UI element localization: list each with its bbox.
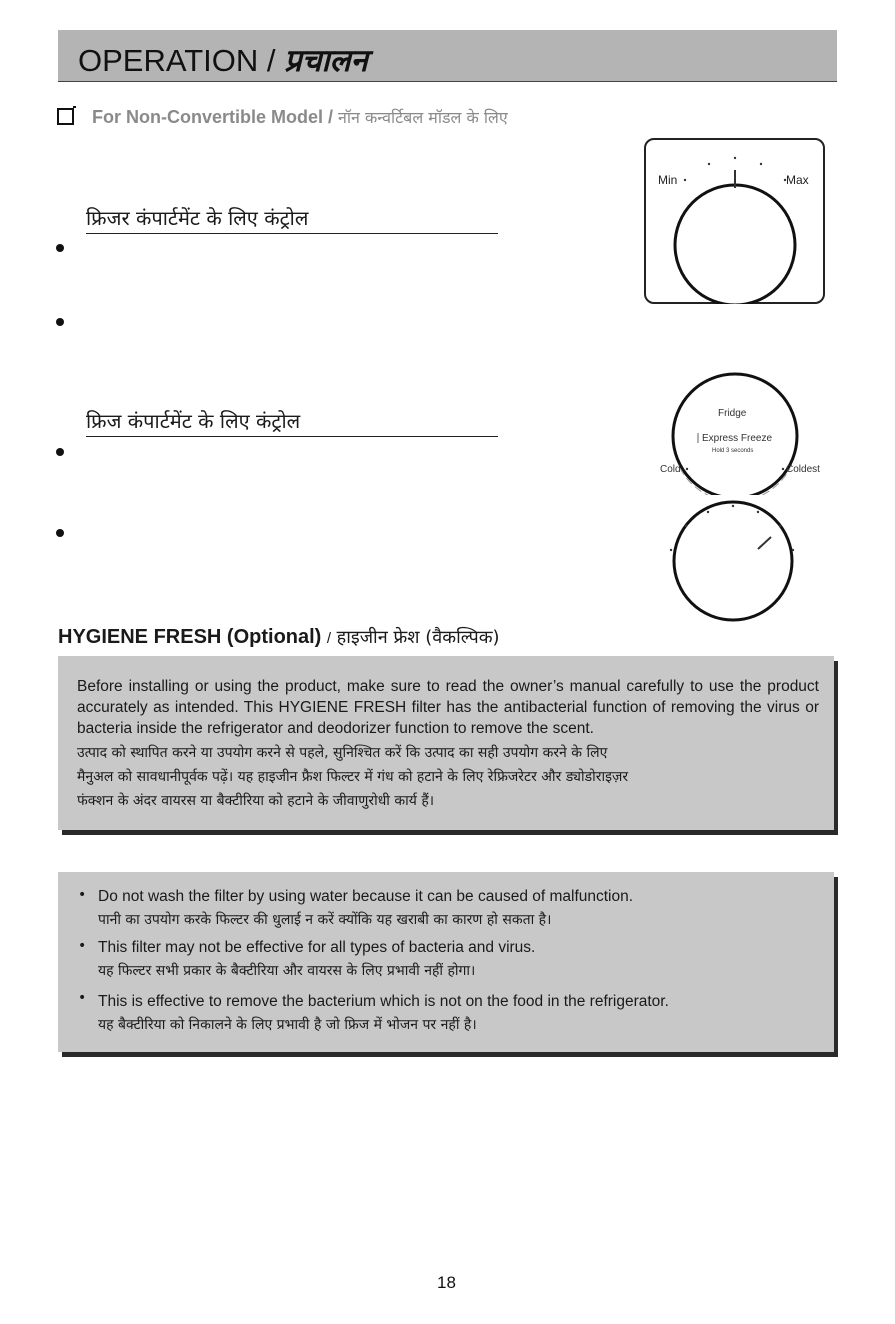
dial-hold-label: Hold 3 seconds <box>712 448 754 454</box>
page-number: 18 <box>437 1273 456 1292</box>
dial-min-label: Min <box>658 173 678 187</box>
page-title-hi: प्रचालन <box>284 43 368 79</box>
notes-box-shadow <box>834 877 838 1057</box>
hygiene-heading-separator: / <box>326 630 332 647</box>
freezer-dial-panel <box>644 138 825 304</box>
hygiene-intro-hi-line-3: फंक्शन के अंदर वायरस या बैक्टीरिया को हटाने के जीवाणुरोधी कार्य हैं। <box>77 793 435 809</box>
model-label-hi: नॉन कन्वर्टिबल मॉडल के लिए <box>338 108 508 127</box>
page-title-en: OPERATION / <box>78 43 276 78</box>
hygiene-notes-box <box>58 872 834 1052</box>
fridge-dial-icon <box>655 365 815 495</box>
note-3-en: This is effective to remove the bacterium which is not on the food in the refrigerator. <box>98 993 669 1010</box>
note-1-hi: पानी का उपयोग करके फिल्टर की धुलाई न करें क्योंकि यह खराबी का कारण हो सकता है। <box>98 912 552 928</box>
page-title <box>78 39 368 81</box>
dial-express-freeze-label: Express Freeze <box>702 433 773 444</box>
note-3-hi: यह बैक्टीरिया को निकालने के लिए प्रभावी है जो फ्रिज में भोजन पर नहीं है। <box>98 1017 477 1033</box>
note-2-hi: यह फिल्टर सभी प्रकार के बैक्टीरिया और वायरस के लिए प्रभावी नहीं होगा। <box>98 963 476 979</box>
bullet-icon <box>56 529 64 537</box>
note-bullet-icon: • <box>78 887 87 903</box>
bullet-icon <box>56 448 64 456</box>
page-header-bar <box>58 30 837 82</box>
checkbox-icon <box>57 108 74 125</box>
bullet-icon <box>56 244 64 252</box>
hygiene-heading-en: HYGIENE FRESH (Optional) <box>58 626 322 648</box>
model-label <box>92 106 508 128</box>
note-bullet-icon: • <box>78 938 87 954</box>
hygiene-intro-hi-line-2: मैनुअल को सावधानीपूर्वक पढ़ें। यह हाइजीन फ्रैश फिल्टर में गंध को हटाने के लिए रेफ्रिजरेटर और ड्योडोराइज़र <box>77 769 629 785</box>
dial-max-label: Max <box>786 173 809 187</box>
model-label-en: For Non-Convertible Model / <box>92 107 333 127</box>
freezer-control-heading: फ्रिजर कंपार्टमेंट के लिए कंट्रोल <box>86 204 498 234</box>
note-1-en: Do not wash the filter by using water because it can be caused of malfunction. <box>98 888 634 905</box>
note-bullet-icon: • <box>78 990 87 1006</box>
fridge-control-heading: फ्रिज कंपार्टमेंट के लिए कंट्रोल <box>86 407 498 437</box>
info-box-shadow <box>834 661 838 835</box>
dial-fridge-label: Fridge <box>718 408 747 419</box>
note-2-en: This filter may not be effective for all types of bacteria and virus. <box>98 939 536 956</box>
hygiene-heading-hi: हाइजीन फ्रेश (वैकल्पिक) <box>336 627 500 648</box>
bullet-icon <box>56 318 64 326</box>
hygiene-intro-box <box>58 656 834 830</box>
hygiene-intro-hi-line-1: उत्पाद को स्थापित करने या उपयोग करने से पहले, सुनिश्चित करें कि उत्पाद का सही उपयोग करने के लिए <box>77 745 608 761</box>
hygiene-intro-en: Before installing or using the product, make sure to read the owner’s manual carefully to use the product accurately as intended. This HYGIENE FRESH filter has the antibacterial function of removing the virus or bacteria inside the refrigerator and deodorizer function to remove the scent. <box>77 678 819 737</box>
hygiene-heading <box>58 625 500 649</box>
freezer-dial-icon <box>644 138 825 304</box>
dial-coldest-label: Coldest <box>786 464 820 475</box>
info-box-shadow <box>62 830 838 835</box>
dial-cold-label: Cold <box>660 464 681 475</box>
fridge-knob-icon <box>660 500 810 625</box>
notes-box-shadow <box>62 1052 838 1057</box>
